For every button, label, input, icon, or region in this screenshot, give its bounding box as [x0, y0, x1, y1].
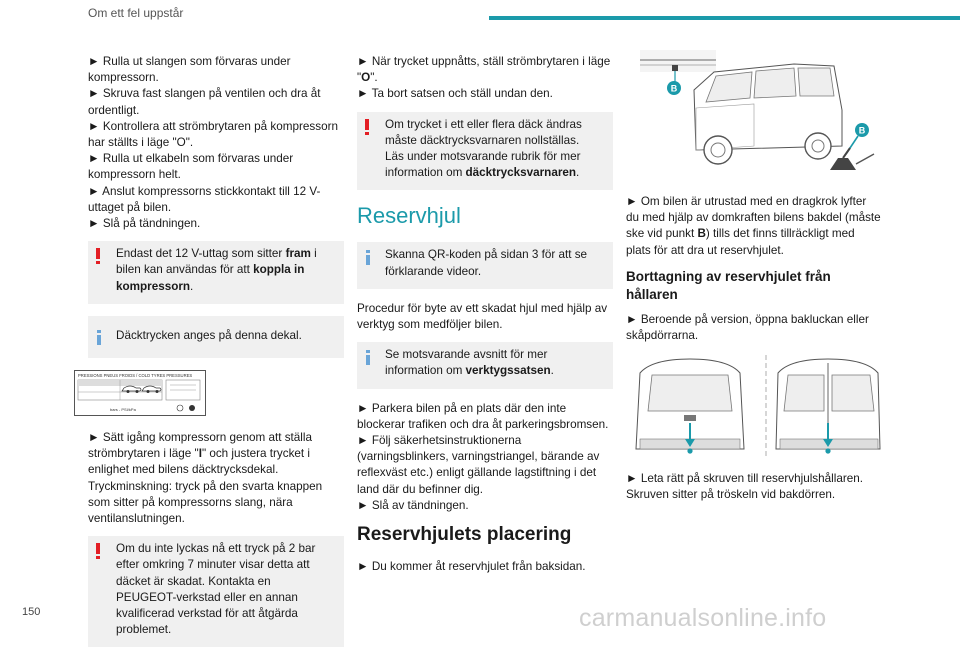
svg-text:B: B: [670, 83, 678, 94]
column-3: [626, 54, 882, 504]
info-icon: [97, 330, 101, 345]
step: ► Kontrollera att strömbrytaren på kompressorn har ställts i läge "O".: [88, 119, 338, 150]
column-1: [78, 54, 344, 659]
step: ► Skruva fast slangen på ventilen och dra åt ordentligt.: [88, 87, 321, 117]
step: ► Följ säkerhetsinstruktionerna (varningsblinkers, varningstriangel, bärande av reflexväst etc.) enligt gällande lagstiftning i det land där du befinner dig.: [357, 434, 600, 496]
step: ► Anslut kompressorns stickkontakt till 12 V-uttaget på bilen.: [88, 184, 321, 214]
info-box: Skanna QR-koden på sidan 3 för att se förklarande videor.: [357, 242, 613, 288]
info-box: Däcktrycken anges på denna dekal.: [88, 316, 344, 358]
van-jack-image: [634, 50, 884, 184]
step: ► Om bilen är utrustad med en dragkrok lyfter du med hjälp av domkraften bilens bakdel (måste ske vid punkt B) tills det finns tillräckligt med plats för att dra ut reservhjulet.: [626, 195, 881, 257]
warning-box: Om du inte lyckas nå ett tryck på 2 bar efter omkring 7 minuter visar detta att däcket är skadat. Kontakta en PEUGEOT-verkstad eller en annan kvalificerad verkstad för att åtgärda problemet.: [88, 536, 344, 647]
step: ► Slå på tändningen.: [88, 217, 201, 231]
page-number: 150: [22, 606, 41, 618]
info-icon: [366, 250, 370, 265]
step: ► Beroende på version, öppna bakluckan eller skåpdörrarna.: [626, 312, 869, 343]
warning-icon: [96, 543, 100, 559]
tyre-pressure-decal-image: [74, 370, 206, 416]
info-icon: [366, 350, 370, 365]
step: ► Ta bort satsen och ställ undan den.: [357, 87, 553, 101]
column-2: [357, 54, 613, 575]
decal-title: PRESSIONS PNEUS FROIDS / COLD TYRES PRESSURES: [78, 373, 193, 379]
warning-box: Om trycket i ett eller flera däck ändras måste däcktrycksvarnaren nollställas. Läs under motsvarande rubrik för mer information om däcktrycksvarnaren.: [357, 112, 613, 191]
step: ► Slå av tändningen.: [357, 498, 469, 512]
heading-reservhjulets-placering: Reservhjulets placering: [357, 524, 572, 546]
svg-text:B: B: [858, 125, 866, 136]
decal-unit: bars - PSI/kPa: [110, 407, 136, 413]
header-accent-bar: [489, 16, 960, 20]
warning-icon: [96, 248, 100, 264]
running-header: Om ett fel uppstår: [88, 6, 184, 20]
step: ► Sätt igång kompressorn genom att ställa strömbrytaren i läge "I" och justera trycket i enlighet med bilens däcktrycksdekal. Tryckminskning: tryck på den svarta knappen som sitter på kompressorns slang, nära ventilanslutningen.: [88, 431, 323, 526]
heading-borttagning: Borttagning av reservhjulet från hållaren: [626, 268, 831, 302]
warning-box: Endast det 12 V-uttag som sitter fram i bilen kan användas för att koppla in kompressorn.: [88, 241, 344, 304]
paragraph: Procedur för byte av ett skadat hjul med hjälp av verktyg som medföljer bilen.: [357, 301, 608, 332]
rear-doors-image: [626, 353, 882, 461]
watermark: carmanualsonline.info: [579, 604, 827, 632]
step: ► Leta rätt på skruven till reservhjulshållaren. Skruven sitter på tröskeln vid bakdörren.: [626, 472, 863, 502]
step: ► Du kommer åt reservhjulet från baksidan.: [357, 560, 586, 574]
info-box: Se motsvarande avsnitt för mer information om verktygssatsen.: [357, 342, 613, 388]
heading-reservhjul: Reservhjul: [357, 203, 461, 229]
step: ► Rulla ut elkabeln som förvaras under kompressorn helt.: [88, 152, 294, 182]
step: ► När trycket uppnåtts, ställ strömbrytaren i läge "O".: [357, 55, 611, 85]
warning-icon: [365, 119, 369, 135]
step: ► Parkera bilen på en plats där den inte blockerar trafiken och dra åt parkeringsbromsen.: [357, 401, 609, 431]
step: ► Rulla ut slangen som förvaras under kompressorn.: [88, 55, 291, 85]
